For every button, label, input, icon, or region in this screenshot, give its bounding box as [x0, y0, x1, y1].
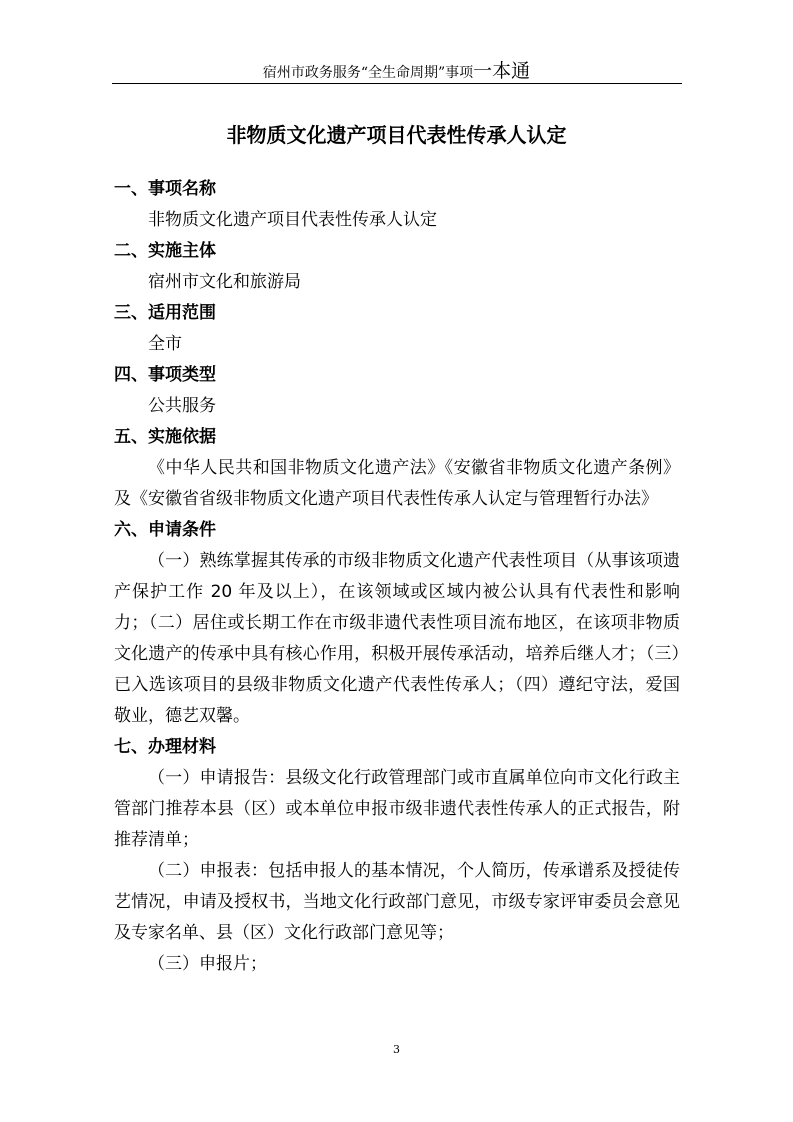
section-heading-type: 四、事项类型: [114, 365, 216, 385]
section-heading-subject: 二、实施主体: [114, 241, 216, 261]
section-body-subject: 宿州市文化和旅游局: [148, 272, 301, 292]
header-rule: [112, 83, 682, 84]
materials-item: （二）申报表：包括申报人的基本情况，个人简历，传承谱系及授徒传艺情况，申请及授权书，当地文化行政部门意见，市级专家评审委员会意见及专家名单、县（区）文化行政部门意见等；: [114, 861, 680, 943]
header-text: 宿州市政务服务“全生命周期”事项: [262, 65, 474, 81]
page-number: 3: [393, 1043, 400, 1056]
section-heading-conditions: 六、申请条件: [114, 520, 216, 540]
page-header: [0, 62, 793, 82]
section-body-scope: 全市: [148, 334, 182, 354]
document-title: 非物质文化遗产项目代表性传承人认定: [226, 123, 567, 147]
section-body-type: 公共服务: [148, 396, 216, 416]
header-text-big: 一本通: [473, 60, 531, 82]
section-body-basis: 《中华人民共和国非物质文化遗产法》《安徽省非物质文化遗产条例》及《安徽省省级非物质文化遗产项目代表性传承人认定与管理暂行办法》: [114, 458, 680, 509]
materials-item: （一）申请报告：县级文化行政管理部门或市直属单位向市文化行政主管部门推荐本县（区）或本单位申报市级非遗代表性传承人的正式报告，附推荐清单；: [114, 768, 680, 850]
materials-item: （三）申报片；: [148, 954, 267, 974]
section-heading-basis: 五、实施依据: [114, 427, 216, 447]
section-heading-name: 一、事项名称: [114, 179, 216, 199]
section-heading-scope: 三、适用范围: [114, 303, 216, 323]
section-body-conditions: （一）熟练掌握其传承的市级非物质文化遗产代表性项目（从事该项遗产保护工作 20 年及以上），在该领域或区域内被公认具有代表性和影响力；（二）居住或长期工作在市级非遗代表性项目流布地区，在该项非物质文化遗产的传承中具有核心作用，积极开展传承活动，培养后继人才；（三）已入选该项目的县级非物质文化遗产代表性传承人；（四）遵纪守法，爱国敬业，德艺双馨。: [114, 551, 680, 726]
document-body: [114, 174, 680, 980]
section-body-name: 非物质文化遗产项目代表性传承人认定: [148, 210, 437, 230]
section-heading-materials: 七、办理材料: [114, 737, 216, 757]
